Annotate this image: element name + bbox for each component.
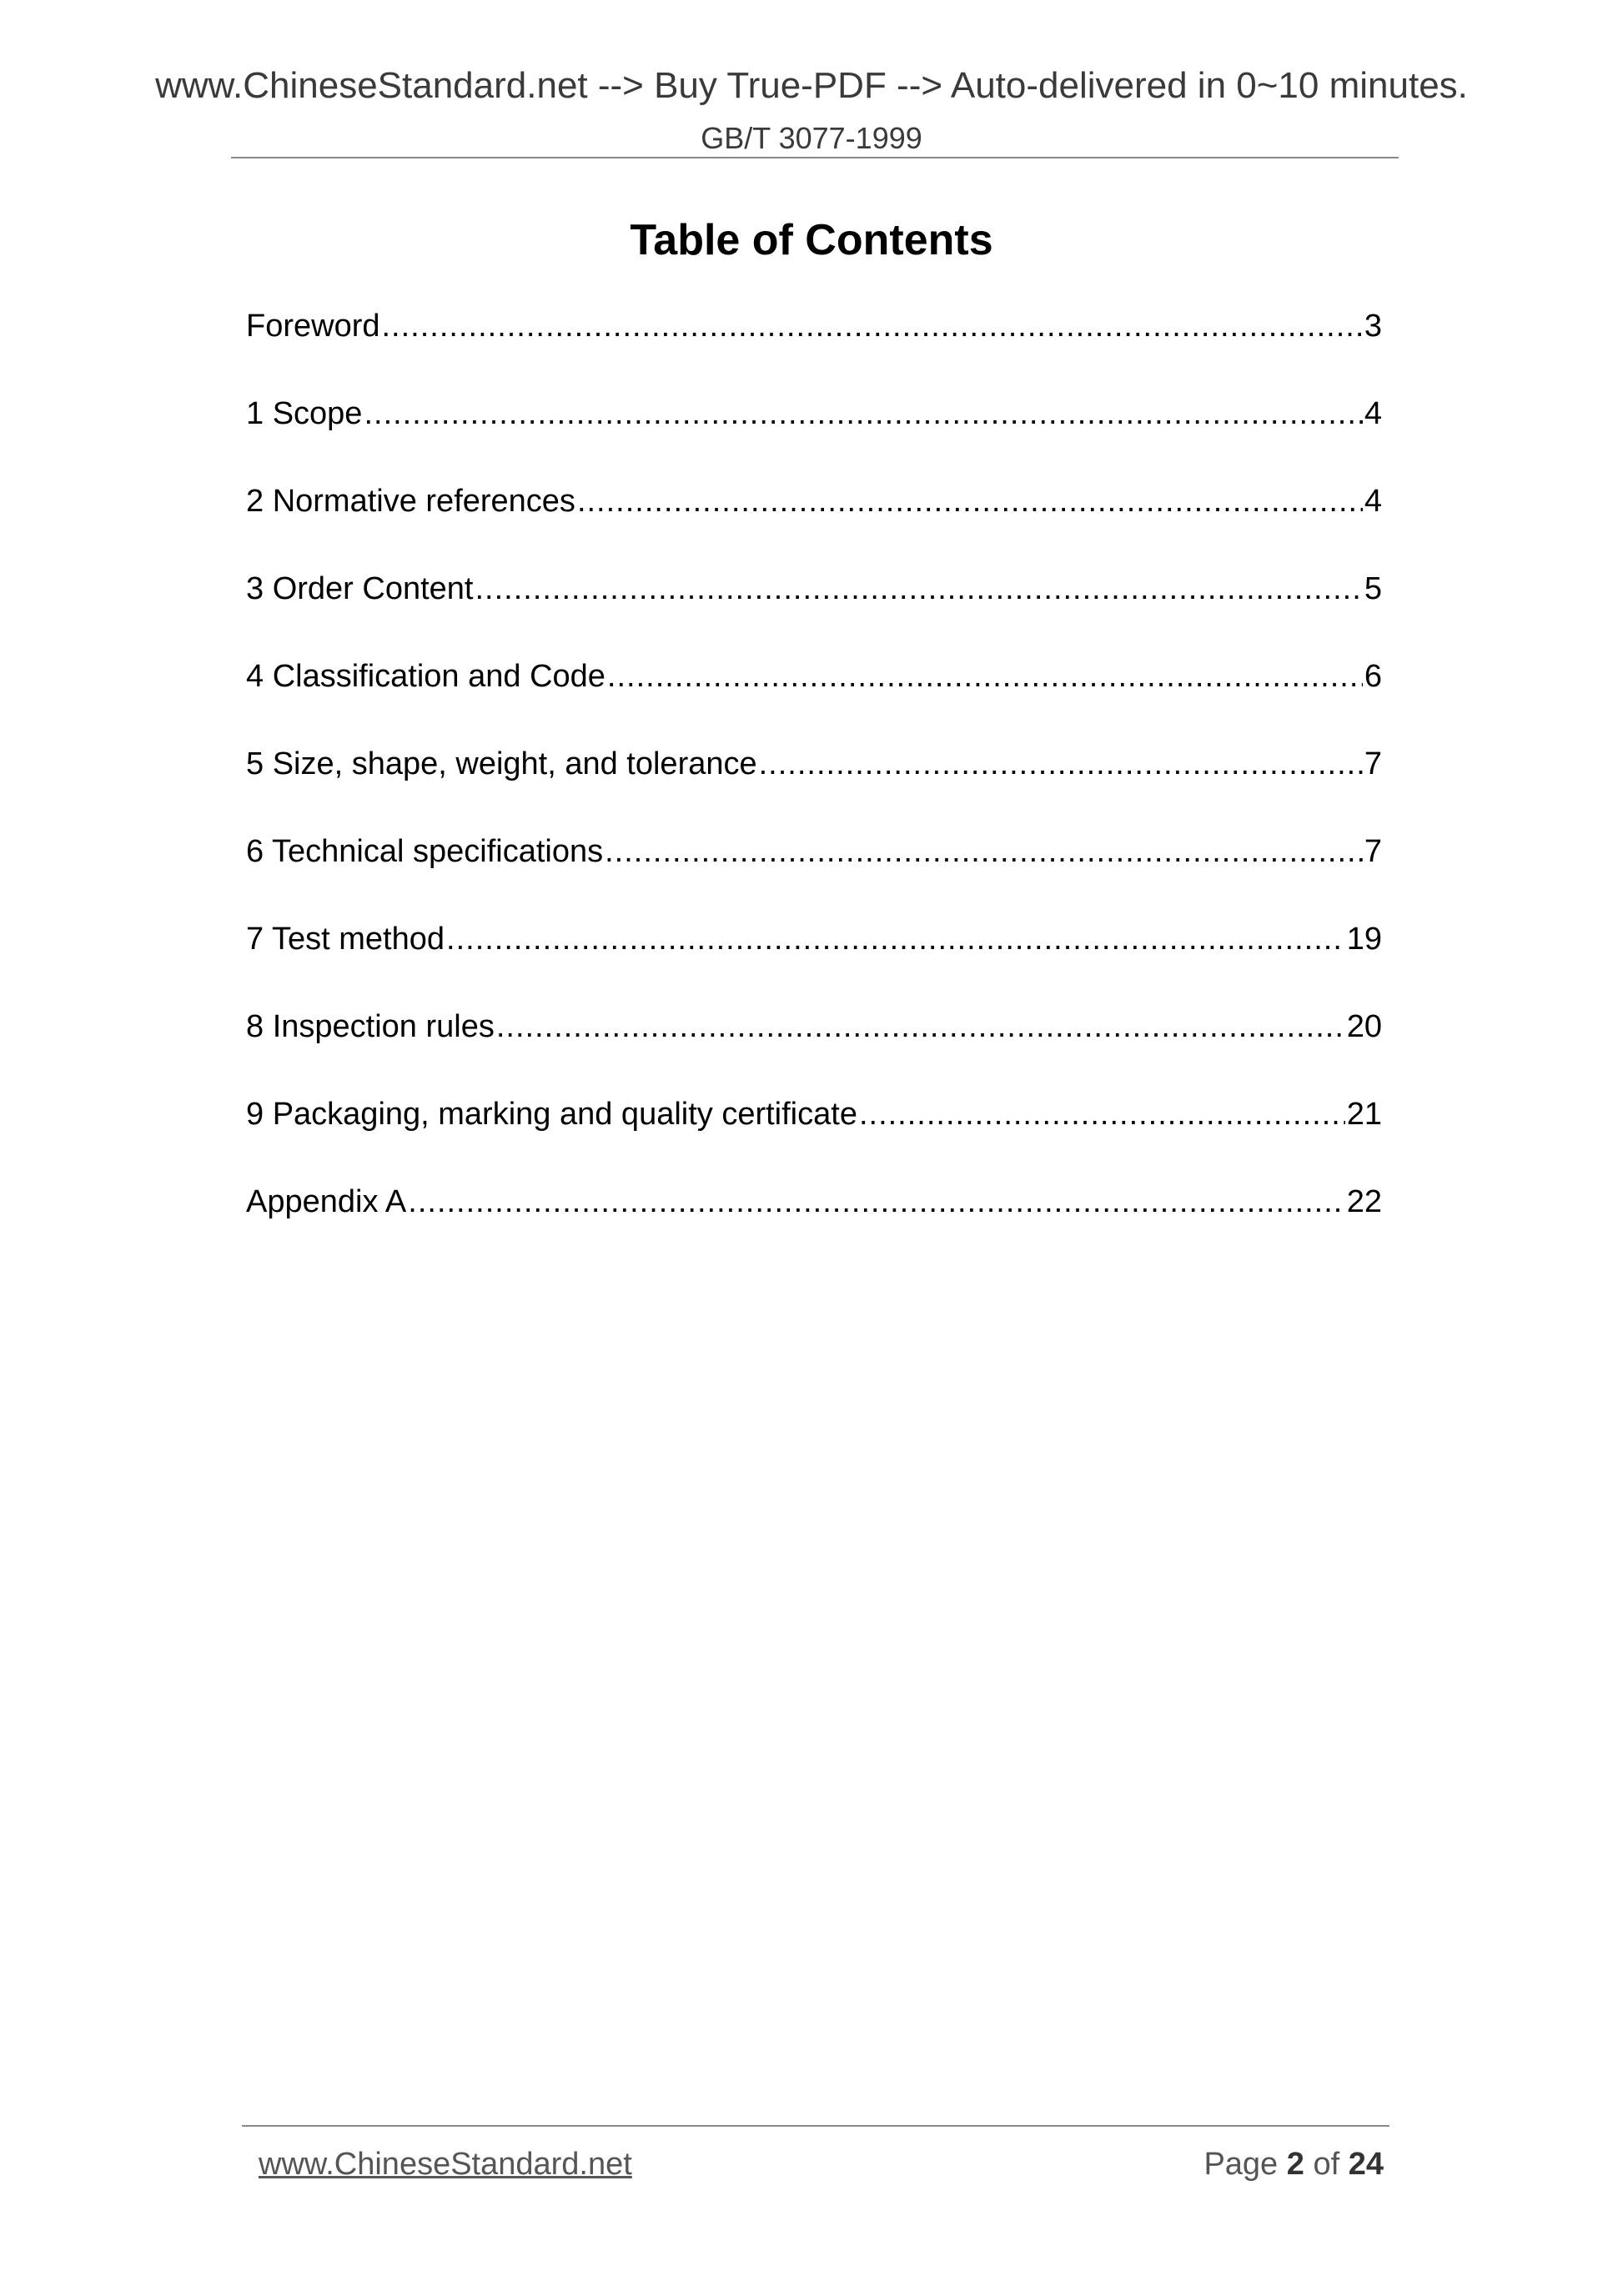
toc-entry-page: 6 — [1364, 659, 1382, 694]
toc-entry-normative-references[interactable] — [246, 484, 1382, 571]
standard-code: GB/T 3077-1999 — [701, 121, 922, 155]
toc-entry-page: 7 — [1364, 746, 1382, 781]
header-divider — [231, 157, 1399, 158]
toc-leader-dots — [607, 659, 1363, 695]
toc-entry-page: 3 — [1364, 309, 1382, 344]
toc-entry-label: 7 Test method — [246, 922, 445, 957]
toc-entry-label: 1 Scope — [246, 396, 363, 431]
toc-entry-classification-and-code[interactable] — [246, 659, 1382, 746]
toc-leader-dots — [859, 1097, 1345, 1133]
footer-page-indicator — [1203, 2147, 1384, 2183]
toc-entry-inspection-rules[interactable] — [246, 1009, 1382, 1097]
toc-entry-page: 22 — [1346, 1184, 1382, 1219]
toc-entry-label: 3 Order Content — [246, 571, 474, 606]
toc-entry-page: 19 — [1346, 922, 1382, 957]
toc-entry-size-shape-weight-tolerance[interactable] — [246, 746, 1382, 834]
toc-entry-label: 5 Size, shape, weight, and tolerance — [246, 746, 757, 781]
toc-list — [246, 309, 1382, 1272]
of-word: of — [1313, 2147, 1340, 2182]
toc-entry-page: 21 — [1346, 1097, 1382, 1132]
toc-leader-dots — [364, 396, 1362, 432]
toc-entry-order-content[interactable] — [246, 571, 1382, 659]
toc-leader-dots — [577, 484, 1363, 520]
toc-entry-label: 2 Normative references — [246, 484, 575, 519]
toc-entry-label: 9 Packaging, marking and quality certificate — [246, 1097, 857, 1132]
page-word: Page — [1203, 2147, 1279, 2182]
toc-leader-dots — [496, 1009, 1345, 1045]
toc-leader-dots — [382, 309, 1363, 344]
toc-entry-technical-specifications[interactable] — [246, 834, 1382, 922]
toc-entry-page: 4 — [1364, 484, 1382, 519]
toc-entry-foreword[interactable] — [246, 309, 1382, 396]
current-page-number: 2 — [1286, 2147, 1304, 2182]
toc-entry-label: Appendix A — [246, 1184, 407, 1219]
toc-entry-scope[interactable] — [246, 396, 1382, 484]
toc-title: Table of Contents — [630, 216, 993, 264]
toc-entry-page: 4 — [1364, 396, 1382, 431]
toc-entry-page: 20 — [1346, 1009, 1382, 1044]
toc-leader-dots — [759, 746, 1363, 782]
toc-entry-label: 6 Technical specifications — [246, 834, 604, 869]
footer-divider — [242, 2125, 1389, 2127]
toc-entry-page: 5 — [1364, 571, 1382, 606]
toc-leader-dots — [475, 571, 1362, 607]
footer-site-link[interactable]: www.ChineseStandard.net — [259, 2147, 632, 2182]
toc-leader-dots — [605, 834, 1363, 870]
toc-entry-page: 7 — [1364, 834, 1382, 869]
toc-entry-label: Foreword — [246, 309, 380, 344]
toc-entry-packaging-marking-certificate[interactable] — [246, 1097, 1382, 1184]
header-banner: www.ChineseStandard.net --> Buy True-PDF --> Auto-delivered in 0~10 minutes. — [155, 65, 1468, 106]
toc-entry-label: 8 Inspection rules — [246, 1009, 495, 1044]
toc-leader-dots — [446, 922, 1345, 957]
toc-entry-label: 4 Classification and Code — [246, 659, 605, 694]
toc-leader-dots — [408, 1184, 1344, 1220]
toc-entry-appendix-a[interactable] — [246, 1184, 1382, 1272]
total-pages-number: 24 — [1348, 2147, 1384, 2182]
toc-entry-test-method[interactable] — [246, 922, 1382, 1009]
